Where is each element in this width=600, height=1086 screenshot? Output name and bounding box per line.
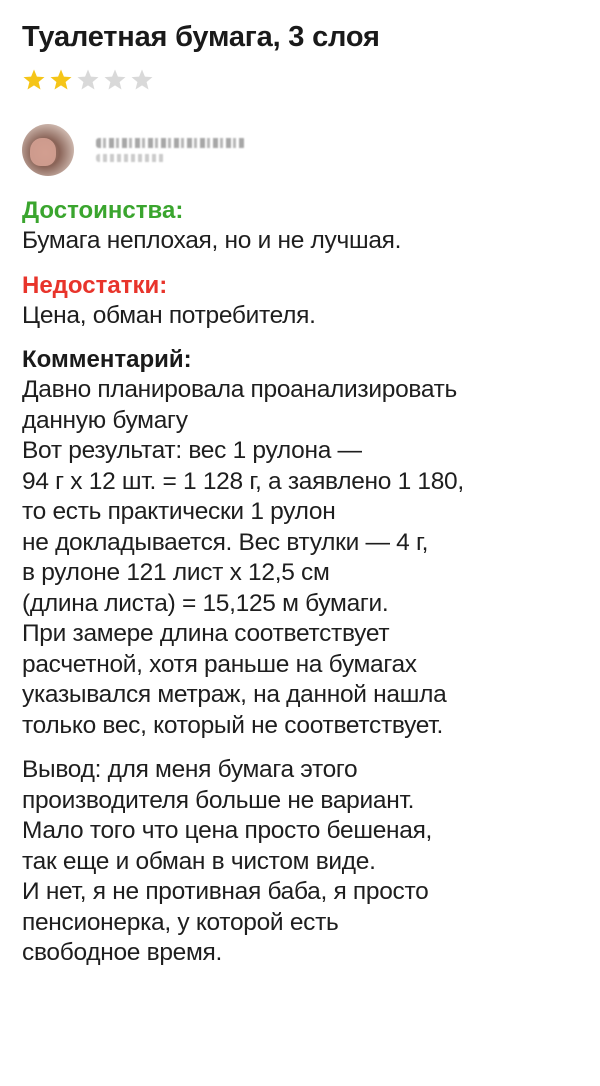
star-empty-icon (76, 68, 100, 92)
conclusion-line: пенсионерка, у которой есть (22, 908, 339, 936)
comment-heading: Комментарий: (22, 346, 192, 373)
comment-line: только вес, который не соответствует. (22, 711, 444, 739)
avatar[interactable] (22, 124, 74, 176)
comment-line: расчетной, хотя раньше на бумагах (22, 650, 417, 678)
conclusion-line: Мало того что цена просто бешеная, (22, 817, 433, 844)
conclusion-line: свободное время. (22, 939, 223, 966)
cons-text: Цена, обман потребителя. (22, 301, 316, 329)
comment-line: данную бумагу (22, 406, 188, 434)
star-filled-icon (49, 68, 73, 92)
review-author (22, 124, 578, 176)
comment-line: не докладывается. Вес втулки — 4 г, (22, 528, 429, 556)
comment-line: то есть практически 1 рулон (22, 498, 336, 525)
comment-line: в рулоне 121 лист х 12,5 см (22, 559, 330, 586)
star-empty-icon (130, 68, 154, 92)
pros-text: Бумага неплохая, но и не лучшая. (22, 227, 402, 254)
conclusion-line: так еще и обман в чистом виде. (22, 847, 376, 875)
conclusion-line: И нет, я не противная баба, я просто (22, 878, 429, 905)
author-meta-blurred (96, 138, 246, 162)
product-title: Туалетная бумага, 3 слоя (22, 21, 380, 53)
pros-heading: Достоинства: (22, 197, 184, 224)
comment-line: При замере длина соответствует (22, 620, 390, 647)
avatar-photo (30, 138, 56, 166)
conclusion-line: производителя больше не вариант. (22, 786, 415, 814)
conclusion-text (22, 755, 578, 969)
review-date-blurred (96, 154, 166, 162)
rating-stars (22, 66, 578, 94)
star-filled-icon (22, 68, 46, 92)
comment-line: Давно планировала проанализировать (22, 376, 458, 403)
comment-line: 94 г х 12 шт. = 1 128 г, а заявлено 1 180, (22, 467, 464, 495)
conclusion-line: Вывод: для меня бумага этого (22, 756, 358, 783)
star-empty-icon (103, 68, 127, 92)
author-name-blurred (96, 138, 246, 148)
comment-text (22, 375, 578, 741)
comment-line: указывался метраж, на данной нашла (22, 681, 447, 708)
cons-heading: Недостатки: (22, 271, 168, 299)
comment-line: Вот результат: вес 1 рулона — (22, 437, 362, 464)
comment-line: (длина листа) = 15,125 м бумаги. (22, 589, 389, 617)
